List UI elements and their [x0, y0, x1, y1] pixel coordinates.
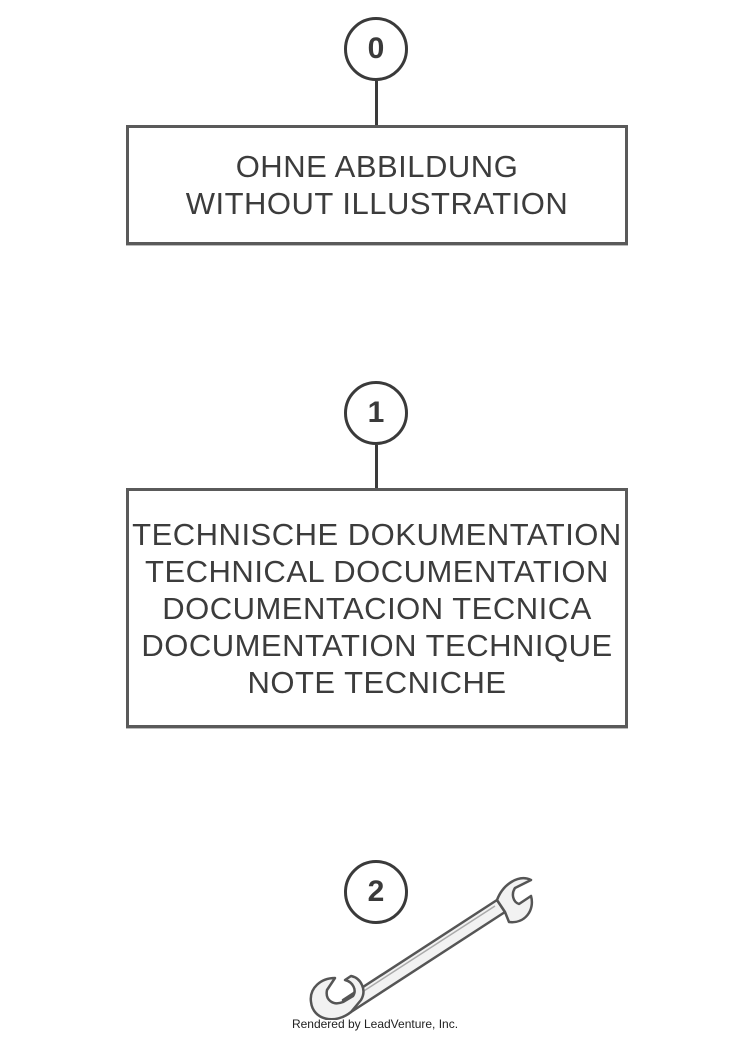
note-line: TECHNICAL DOCUMENTATION	[145, 553, 609, 589]
callout-number-0	[344, 17, 408, 81]
callout-number-1	[344, 381, 408, 445]
note-line: WITHOUT ILLUSTRATION	[185, 186, 569, 221]
note-box-without-illustration	[126, 125, 628, 245]
leader-line	[375, 445, 378, 490]
wrench-icon	[305, 860, 535, 1020]
callout-number-label: 2	[367, 875, 385, 908]
callout-number-label: 1	[367, 396, 385, 429]
callout-number-label: 0	[367, 32, 385, 65]
leader-line	[375, 81, 378, 126]
note-line: DOCUMENTACION TECNICA	[162, 590, 592, 626]
note-line: TECHNISCHE DOKUMENTATION	[132, 516, 622, 552]
note-line: DOCUMENTATION TECHNIQUE	[141, 627, 613, 663]
note-box-technical-documentation	[126, 488, 628, 728]
note-line: NOTE TECNICHE	[247, 664, 507, 700]
footer-credit: Rendered by LeadVenture, Inc.	[291, 1017, 459, 1031]
note-line: OHNE ABBILDUNG	[235, 149, 519, 184]
